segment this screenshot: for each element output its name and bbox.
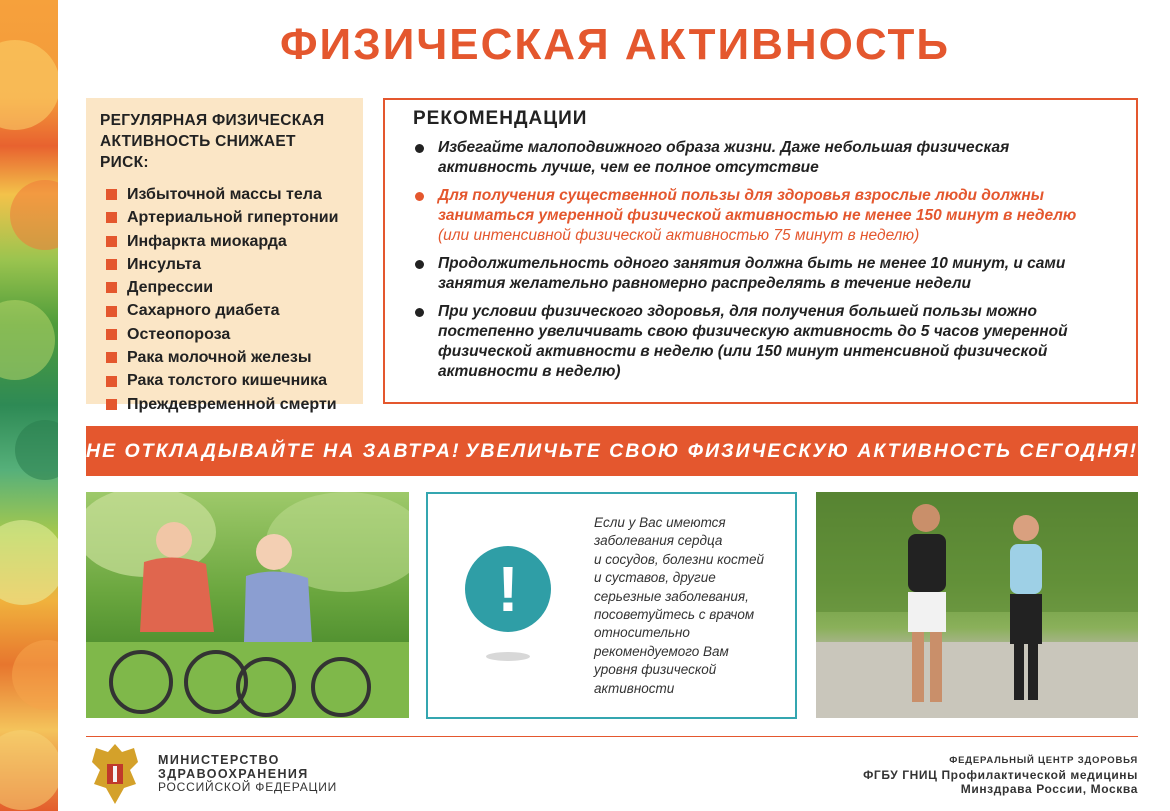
seniors-cycling-illustration: [86, 492, 409, 718]
warning-text: Если у Вас имеются заболевания сердца и сосудов, болезни костей и суставов, другие серьезные заболевания, посоветуйтесь с врачом относительно рекомендуемого Вам уровня физической активности: [594, 515, 765, 696]
ministry-name: МИНИСТЕРСТВО ЗДРАВООХРАНЕНИЯ РОССИЙСКОЙ ФЕДЕРАЦИИ: [158, 753, 338, 794]
bullet-dot-icon: [415, 260, 424, 269]
recommendation-item: Для получения существенной пользы для здоровья взрослые люди должны заниматься умеренной физической активностью не менее 150 минут в неделю (или интенсивной физической активностью 75 минут в неделю): [413, 186, 1108, 246]
risk-list: [100, 183, 349, 416]
bullet-square-icon: [106, 399, 117, 410]
bullet-square-icon: [106, 352, 117, 363]
bullet-square-icon: [106, 376, 117, 387]
list-item: Артериальной гипертонии: [100, 206, 349, 229]
list-item: Депрессии: [100, 276, 349, 299]
photo-couple-jogging: [816, 492, 1138, 718]
list-item: Сахарного диабета: [100, 299, 349, 322]
recommendations-heading: РЕКОМЕНДАЦИИ: [413, 108, 588, 129]
call-to-action-banner: [86, 426, 1138, 476]
bullet-square-icon: [106, 306, 117, 317]
banner-part-2: УВЕЛИЧЬТЕ СВОЮ ФИЗИЧЕСКУЮ АКТИВНОСТЬ СЕГОДНЯ!: [465, 439, 1138, 462]
bullet-square-icon: [106, 329, 117, 340]
recommendation-note: (или интенсивной физической активностью 75 минут в неделю): [438, 227, 920, 244]
recommendation-item: Избегайте малоподвижного образа жизни. Даже небольшая физическая активность лучше, чем ее полное отсутствие: [413, 138, 1108, 178]
decorative-strip: [0, 0, 58, 811]
bullet-square-icon: [106, 212, 117, 223]
recommendations-box: [383, 98, 1138, 404]
bullet-square-icon: [106, 189, 117, 200]
list-item: Рака молочной железы: [100, 346, 349, 369]
warning-box: [426, 492, 797, 719]
list-item: Рака толстого кишечника: [100, 369, 349, 392]
risk-heading: РЕГУЛЯРНАЯ ФИЗИЧЕСКАЯ АКТИВНОСТЬ СНИЖАЕТ РИСК:: [100, 112, 325, 171]
couple-jogging-illustration: [816, 492, 1138, 718]
bullet-dot-icon: [415, 308, 424, 317]
bullet-square-icon: [106, 259, 117, 270]
list-item: Инфаркта миокарда: [100, 230, 349, 253]
bullet-dot-icon: [415, 144, 424, 153]
list-item: Остеопороза: [100, 323, 349, 346]
photo-seniors-cycling: [86, 492, 409, 718]
risk-box: [86, 98, 363, 413]
bullet-dot-icon: [415, 192, 424, 201]
bullet-square-icon: [106, 282, 117, 293]
footer-divider: [86, 736, 1138, 737]
list-item: Инсульта: [100, 253, 349, 276]
recommendation-item: Продолжительность одного занятия должна быть не менее 10 минут, и сами занятия желательно равномерно распределять в течение недели: [413, 254, 1108, 294]
health-center-info: ФЕДЕРАЛЬНЫЙ ЦЕНТР ЗДОРОВЬЯ ФГБУ ГНИЦ Профилактической медицины Минздрава России, Москва: [863, 755, 1138, 796]
list-item: Избыточной массы тела: [100, 183, 349, 206]
coat-of-arms-icon: [84, 740, 146, 808]
list-item: Преждевременной смерти: [100, 393, 349, 416]
recommendation-item: При условии физического здоровья, для получения большей пользы можно постепенно увеличивать свою физическую активность до 5 часов умеренной физической активности в неделю (или 150 минут интенсивной физической активности в неделю): [413, 302, 1108, 382]
banner-part-1: НЕ ОТКЛАДЫВАЙТЕ НА ЗАВТРА!: [86, 439, 461, 462]
icon-shadow: [486, 652, 530, 661]
page-title: ФИЗИЧЕСКАЯ АКТИВНОСТЬ: [279, 20, 951, 69]
bullet-square-icon: [106, 236, 117, 247]
exclamation-icon: !: [465, 546, 551, 632]
